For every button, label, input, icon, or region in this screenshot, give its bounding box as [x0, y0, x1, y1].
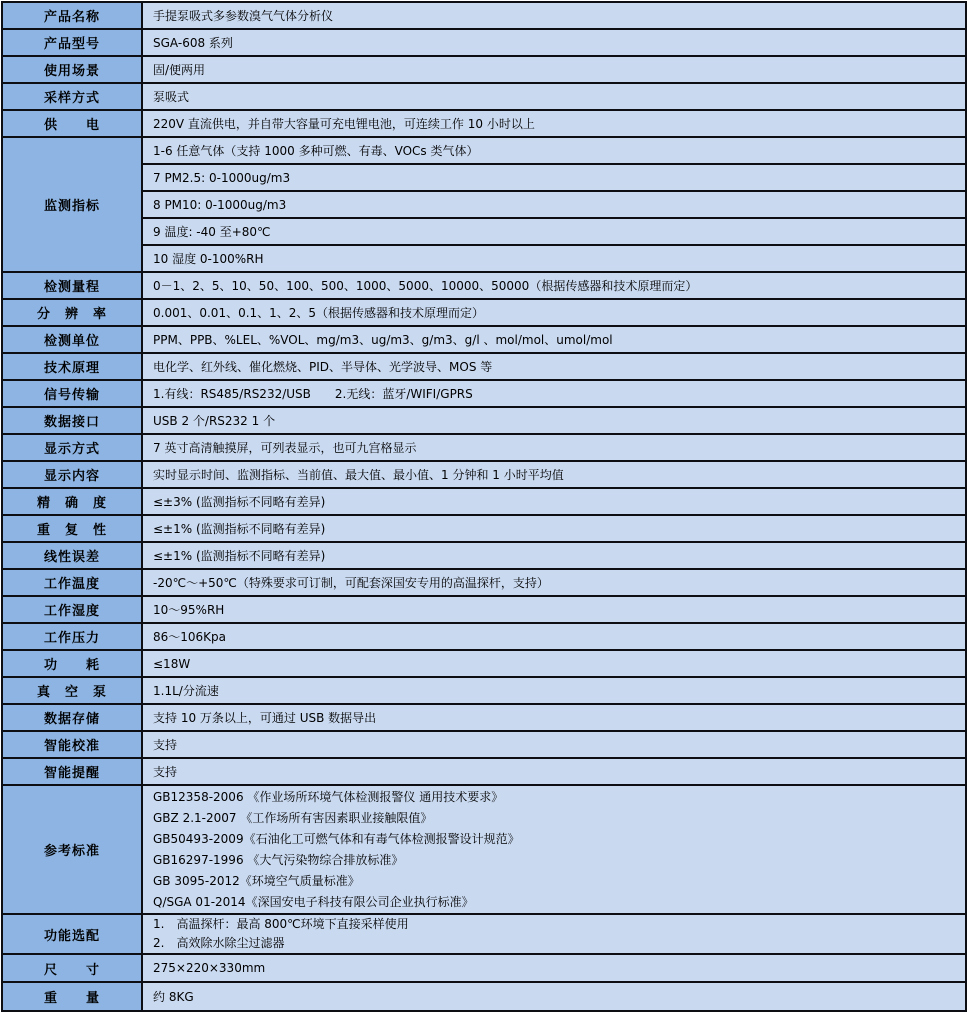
- standard-line: GB12358-2006 《作业场所环境气体检测报警仪 通用技术要求》: [153, 789, 504, 804]
- spec-value: 0－1、2、5、10、50、100、500、1000、5000、10000、50000（根据传感器和技术原理而定）: [143, 273, 965, 298]
- product-spec-table: [1, 1, 967, 1012]
- spec-label: 产品型号: [3, 30, 143, 55]
- spec-row-range: [3, 273, 965, 300]
- spec-label: 检测单位: [3, 327, 143, 352]
- feature-line: 1. 高温探杆：最高 800℃环境下直接采样使用: [153, 917, 409, 931]
- spec-value: 电化学、红外线、催化燃烧、PID、半导体、光学波导、MOS 等: [143, 354, 965, 379]
- spec-row-display-content: [3, 462, 965, 489]
- spec-label: 工作湿度: [3, 597, 143, 622]
- spec-label: 使用场景: [3, 57, 143, 82]
- spec-row-monitoring-indicators: [3, 138, 965, 273]
- spec-label: 参考标准: [3, 786, 143, 913]
- spec-label: 数据接口: [3, 408, 143, 433]
- spec-value: SGA-608 系列: [143, 30, 965, 55]
- spec-value: 1.1L/分流速: [143, 678, 965, 703]
- spec-row-resolution: [3, 300, 965, 327]
- spec-row-work-humidity: [3, 597, 965, 624]
- spec-value: 手提泵吸式多参数溴气气体分析仪: [143, 3, 965, 28]
- spec-value: USB 2 个/RS232 1 个: [143, 408, 965, 433]
- spec-label: 检测量程: [3, 273, 143, 298]
- spec-row-smart-calibration: [3, 732, 965, 759]
- spec-row-reference-standards: [3, 786, 965, 915]
- spec-label: 显示内容: [3, 462, 143, 487]
- monitoring-subrow: 9 温度: -40 至+80℃: [143, 219, 965, 246]
- spec-value: 275×220×330mm: [143, 955, 965, 981]
- spec-value: ≤±1% (监测指标不同略有差异): [143, 543, 965, 568]
- spec-row-vacuum-pump: [3, 678, 965, 705]
- spec-row-display-mode: [3, 435, 965, 462]
- spec-label: 功能选配: [3, 915, 143, 953]
- spec-row-weight: [3, 983, 965, 1010]
- spec-label: 线性误差: [3, 543, 143, 568]
- spec-value: 7 英寸高清触摸屏，可列表显示，也可九宫格显示: [143, 435, 965, 460]
- spec-row-data-storage: [3, 705, 965, 732]
- spec-row-smart-reminder: [3, 759, 965, 786]
- spec-label: 重 量: [3, 983, 143, 1010]
- reference-standards-list: [143, 786, 965, 913]
- monitoring-subrows: [143, 138, 965, 271]
- spec-row-sampling: [3, 84, 965, 111]
- spec-label: 智能提醒: [3, 759, 143, 784]
- spec-value: 泵吸式: [143, 84, 965, 109]
- spec-label: 技术原理: [3, 354, 143, 379]
- spec-label: 真 空 泵: [3, 678, 143, 703]
- spec-label: 功 耗: [3, 651, 143, 676]
- spec-row-repeatability: [3, 516, 965, 543]
- spec-value: ≤±3% (监测指标不同略有差异): [143, 489, 965, 514]
- spec-label: 智能校准: [3, 732, 143, 757]
- spec-row-work-pressure: [3, 624, 965, 651]
- spec-row-accuracy: [3, 489, 965, 516]
- spec-row-linearity: [3, 543, 965, 570]
- spec-row-principle: [3, 354, 965, 381]
- monitoring-subrow: 1-6 任意气体（支持 1000 多种可燃、有毒、VOCs 类气体）: [143, 138, 965, 165]
- spec-row-usage-scene: [3, 57, 965, 84]
- standard-line: GB50493-2009《石油化工可燃气体和有毒气体检测报警设计规范》: [153, 831, 520, 846]
- spec-value: 支持 10 万条以上，可通过 USB 数据导出: [143, 705, 965, 730]
- spec-row-power: [3, 111, 965, 138]
- spec-row-dimensions: [3, 955, 965, 983]
- spec-row-power-consumption: [3, 651, 965, 678]
- spec-value: 86～106Kpa: [143, 624, 965, 649]
- spec-label: 产品名称: [3, 3, 143, 28]
- spec-value: 实时显示时间、监测指标、当前值、最大值、最小值、1 分钟和 1 小时平均值: [143, 462, 965, 487]
- spec-label: 显示方式: [3, 435, 143, 460]
- monitoring-subrow: 7 PM2.5: 0-1000ug/m3: [143, 165, 965, 192]
- spec-value: 1.有线：RS485/RS232/USB 2.无线：蓝牙/WIFI/GPRS: [143, 381, 965, 406]
- spec-label: 采样方式: [3, 84, 143, 109]
- standard-line: GB16297-1996 《大气污染物综合排放标准》: [153, 852, 404, 867]
- standard-line: GB 3095-2012《环境空气质量标准》: [153, 873, 360, 888]
- spec-label: 工作压力: [3, 624, 143, 649]
- spec-row-signal: [3, 381, 965, 408]
- spec-value: 支持: [143, 732, 965, 757]
- spec-label: 数据存储: [3, 705, 143, 730]
- spec-value: -20℃～+50℃（特殊要求可订制，可配套深国安专用的高温探杆，支持）: [143, 570, 965, 595]
- optional-features-list: [143, 915, 965, 953]
- spec-row-optional-features: [3, 915, 965, 955]
- monitoring-subrow: 8 PM10: 0-1000ug/m3: [143, 192, 965, 219]
- spec-value: PPM、PPB、%LEL、%VOL、mg/m3、ug/m3、g/m3、g/l 、mol/mol、umol/mol: [143, 327, 965, 352]
- feature-line: 2. 高效除水除尘过滤器: [153, 936, 285, 950]
- spec-label: 精 确 度: [3, 489, 143, 514]
- spec-value: 支持: [143, 759, 965, 784]
- spec-label: 分 辨 率: [3, 300, 143, 325]
- spec-row-data-port: [3, 408, 965, 435]
- spec-row-product-name: [3, 3, 965, 30]
- spec-row-work-temp: [3, 570, 965, 597]
- spec-label: 监测指标: [3, 138, 143, 271]
- standard-line: Q/SGA 01-2014《深国安电子科技有限公司企业执行标准》: [153, 894, 474, 909]
- spec-value: 固/便两用: [143, 57, 965, 82]
- spec-value: 约 8KG: [143, 983, 965, 1010]
- spec-label: 供 电: [3, 111, 143, 136]
- spec-label: 尺 寸: [3, 955, 143, 981]
- spec-value: ≤±1% (监测指标不同略有差异): [143, 516, 965, 541]
- spec-value: ≤18W: [143, 651, 965, 676]
- spec-label: 重 复 性: [3, 516, 143, 541]
- monitoring-subrow: 10 湿度 0-100%RH: [143, 246, 965, 271]
- spec-value: 10～95%RH: [143, 597, 965, 622]
- spec-value: 0.001、0.01、0.1、1、2、5（根据传感器和技术原理而定）: [143, 300, 965, 325]
- spec-value: 220V 直流供电，并自带大容量可充电锂电池，可连续工作 10 小时以上: [143, 111, 965, 136]
- spec-row-model: [3, 30, 965, 57]
- spec-row-units: [3, 327, 965, 354]
- spec-label: 工作温度: [3, 570, 143, 595]
- standard-line: GBZ 2.1-2007 《工作场所有害因素职业接触限值》: [153, 810, 433, 825]
- spec-label: 信号传输: [3, 381, 143, 406]
